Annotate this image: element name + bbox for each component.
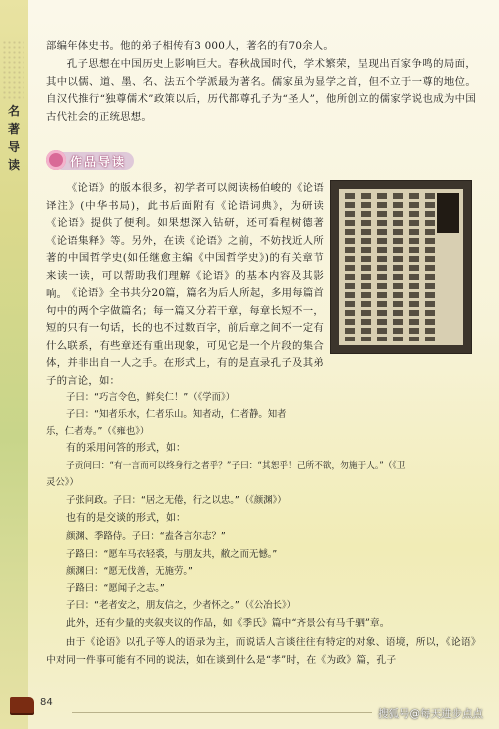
series-char: 名: [7, 104, 20, 118]
text-column: [361, 193, 371, 341]
flower-icon: [46, 150, 66, 170]
book-title-block: [437, 193, 459, 233]
intro-paragraph-1: 部编年体史书。他的弟子相传有3 000人，著名的有70余人。: [46, 40, 334, 52]
reading-paragraph-2: 《论语》全书共分20篇，篇名为后人所起，多用每篇首句中的两个字做篇名；每一篇又分若干章，每章长短不一，短的只有一句话，长的也不过数百字，前后章之间不一定有什么联系，有些章还有重出现象，可见它是一个片段的集合体，并非出自一人之手。在形式上，有的是直录孔子及其弟子的言论，如：: [46, 287, 325, 387]
quote-line: 子曰：“知者乐水，仁者乐山。知者动，仁者静。知者: [66, 409, 287, 420]
watermark: 搜狐号@每天进步点点: [378, 708, 483, 720]
text-line: 也有的是交谈的形式，如：: [66, 513, 186, 524]
decorative-dots: [2, 40, 24, 100]
quote-line: 子贡问曰：“有一言而可以终身行之者乎？”子曰：“其恕乎！己所不欲，勿施于人。”（《卫: [66, 461, 406, 471]
text-column: [393, 193, 403, 341]
ancient-book-image: [330, 180, 472, 354]
quote-line: 颜渊、季路侍。子曰：“盍各言尔志？”: [66, 531, 226, 542]
quote-line: 子路曰：“愿车马衣轻裘，与朋友共，敝之而无憾。”: [66, 549, 278, 560]
series-char: 读: [7, 158, 20, 172]
quote-line: 灵公》）: [46, 477, 79, 488]
intro-paragraph-2: 孔子思想在中国历史上影响巨大。春秋战国时代，学术繁荣，呈现出百家争鸣的局面，其中以儒、道、墨、名、法五个学派最为著名。儒家虽为显学之首，但不立于一尊的地位。自汉代推行“独尊儒术”政策以后，历代都尊孔子为“圣人”，他所创立的儒家学说也成为中国古代社会的正统思想。: [46, 58, 476, 123]
footer-divider: [72, 712, 372, 713]
quote-line: 颜渊曰：“愿无伐善，无施劳。”: [66, 566, 193, 577]
reading-paragraph-1: 《论语》的版本很多，初学者可以阅读杨伯峻的《论语译注》(中华书局)，此书后面附有《论语词典》，为研读《论语》提供了便利。如果想深入钻研，还可看程树德著《论语集释》等。另外，在读《论语》之前，不妨找近人所著的中国哲学史(如任继愈主编《中国哲学史》)的有关章节来读一读，可以帮助我们理解《论语》的基本内容及其影响。: [46, 182, 324, 300]
reading-paragraph-final: 由于《论语》以孔子等人的语录为主，而说话人言谈往往有特定的对象、语境，所以，《论语》中对同一件事可能有不同的说法，如在谈到什么是“孝”时，在《为政》篇，孔子: [46, 637, 476, 666]
section-badge: [46, 150, 138, 172]
series-char: 导: [7, 140, 20, 154]
text-line: 有的采用问答的形式，如：: [66, 443, 186, 454]
page-number: 84: [40, 697, 53, 708]
section-title: 作品导读: [70, 155, 127, 169]
quote-line: 子曰：“巧言令色，鲜矣仁！”（《学而》）: [66, 392, 236, 403]
series-label: [4, 102, 24, 174]
book-icon: [10, 697, 34, 713]
text-column: [345, 193, 355, 341]
quote-line: 乐，仁者寿。”（《雍也》）: [46, 426, 150, 437]
text-column: [409, 193, 419, 341]
series-char: 著: [7, 122, 20, 136]
quote-line: 子张问政。子曰：“居之无倦，行之以忠。”（《颜渊》）: [66, 495, 287, 506]
text-line: 此外，还有少量的夹叙夹议的作品，如《季氏》篇中“齐景公有马千驷”章。: [66, 618, 390, 629]
book-page: [339, 189, 463, 345]
text-column: [425, 193, 435, 341]
quote-line: 子曰：“老者安之，朋友信之，少者怀之。”（《公冶长》）: [66, 600, 297, 611]
quote-line: 子路曰：“愿闻子之志。”: [66, 583, 165, 594]
page-footer: [10, 694, 70, 716]
text-column: [377, 193, 387, 341]
